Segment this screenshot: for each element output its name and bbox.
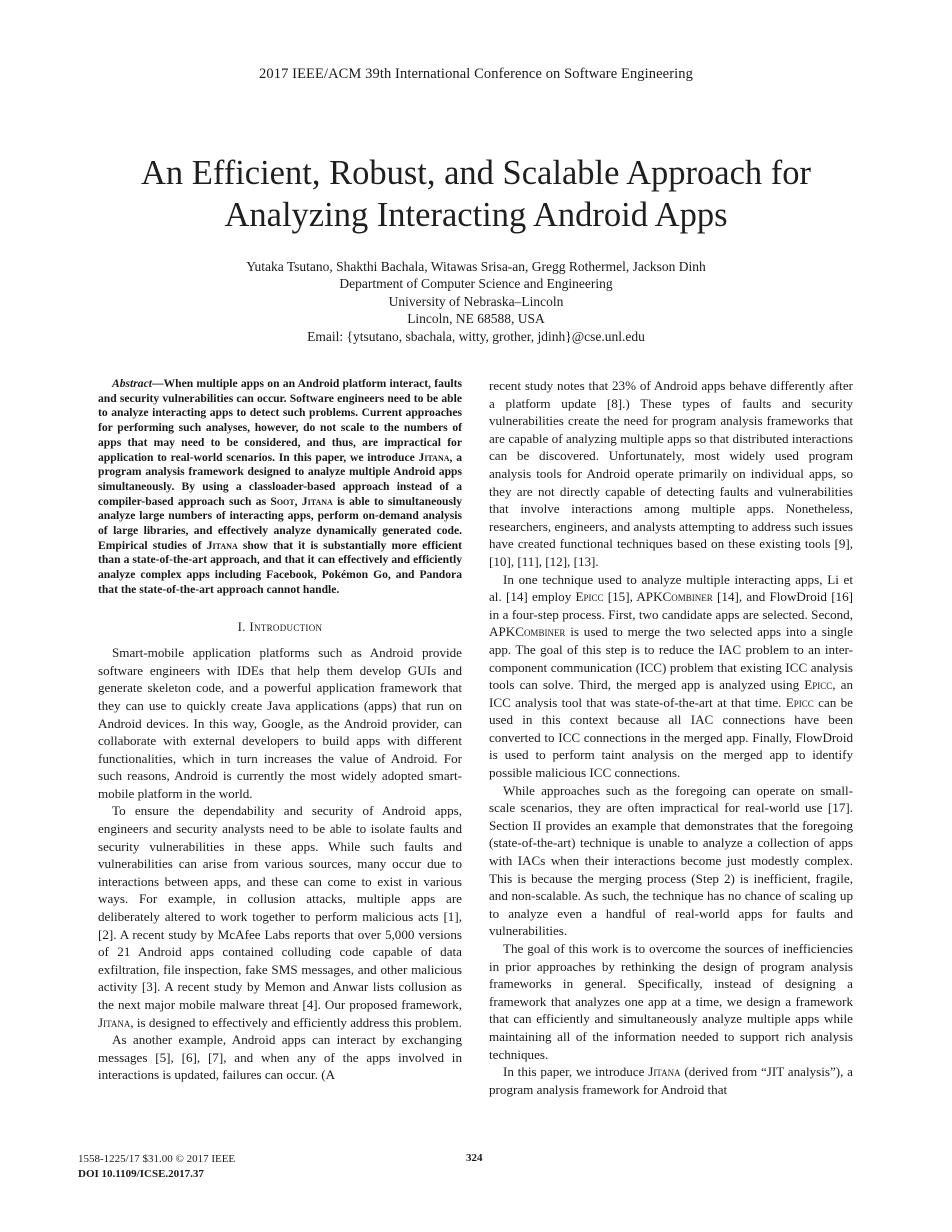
intro-paragraph-4: In one technique used to analyze multiple interacting apps, Li et al. [14] employ Epicc [15], APKCombiner [14], and FlowDroid [16] in a four-step process. First, two candidate apps are selected. Second, APKCombiner is used to merge the two selected apps into a single app. The goal of this step is to reduce the IAC problem to an inter-component communication (ICC) problem that existing ICC analysis tools can solve. Third, the merged app is analyzed using Epicc, an ICC analysis tool that was state-of-the-art at that time. Epicc can be used in this context because all IAC connections have been converted to ICC connections in the merged app. Finally, FlowDroid is used to perform taint analysis on the merged app to identify possible malicious ICC connections. xyxy=(489,571,854,781)
title-line-1: An Efficient, Robust, and Scalable Approach for xyxy=(140,154,812,192)
section-heading-introduction: I. Introduction xyxy=(237,618,323,634)
intro-paragraph-5: While approaches such as the foregoing can operate on small-scale scenarios, they are often impractical for real-world use [17]. Section II provides an example that demonstrates that the foregoing (state-of-the-art) technique is unable to analyze a collection of apps with IACs when their interactions become just modestly complex. This is because the merging process (Step 2) is inefficient, fragile, and non-scalable. As such, the technique has no chance of scaling up to analyze even a handful of real-world apps for faults and vulnerabilities. xyxy=(489,782,853,939)
author-email: Email: {ytsutano, sbachala, witty, grother, jdinh}@cse.unl.edu xyxy=(307,328,645,344)
intro-paragraph-2: To ensure the dependability and security of Android apps, engineers and security analysts need to be able to isolate faults and security vulnerabilities in these apps. While such faults and vulnerabilities can arise from various sources, many occur due to interactions between apps, and these can come to exist in various ways. For example, in collusion attacks, multiple apps are deliberately altered to work together to perform malicious acts [1], [2]. A recent study by McAfee Labs reports that over 5,000 versions of 21 Android apps contained colluding code capable of data exfiltration, file inspection, fake SMS messages, and other malicious activity [3]. A recent study by Memon and Anwar lists collusion as the next major mobile malware threat [4]. Our proposed framework, Jitana, is designed to effectively and efficiently address this problem. xyxy=(98,803,462,1030)
conference-header: 2017 IEEE/ACM 39th International Conference on Software Engineering xyxy=(259,66,693,82)
footer-copyright xyxy=(78,1152,235,1182)
intro-paragraph-1: Smart-mobile application platforms such as Android provide software engineers with IDEs that help them develop GUIs and generate skeleton code, and a powerful application framework that they can use to quickly create Java applications (apps) that run on Android devices. In this way, Google, as the Android provider, can collaborate with external developers to build apps with different functionalities, which in turn increases the value of Android. For such reasons, Android is currently the most widely adopted smart-mobile platform in the world. xyxy=(98,645,462,801)
author-block xyxy=(100,258,852,345)
right-column xyxy=(489,377,853,1098)
affiliation-department: Department of Computer Science and Engineering xyxy=(339,276,613,292)
affiliation-university: University of Nebraska–Lincoln xyxy=(388,293,564,309)
author-names: Yutaka Tsutano, Shakthi Bachala, Witawas Srisa-an, Gregg Rothermel, Jackson Dinh xyxy=(246,259,706,274)
footer-issn-price: 1558-1225/17 $31.00 © 2017 IEEE xyxy=(78,1153,236,1165)
intro-paragraph-3-continued: recent study notes that 23% of Android apps behave differently after a platform update [8].) These types of faults and security vulnerabilities create the need for program analysis frameworks that are capable of analyzing multiple apps so that distributed interactions can be discovered. Unfortunately, most widely used program analysis tools for Android operate primarily on individual apps, so they are not directly capable of detecting faults and vulnerabilities that involve interactions among multiple apps. Nonetheless, researchers, engineers, and analysts attempting to address such issues have created functional techniques based on these existing tools [9], [10], [11], [12], [13]. xyxy=(489,378,853,569)
intro-paragraph-7: In this paper, we introduce Jitana (derived from “JIT analysis”), a program analysis framework for Android that xyxy=(489,1064,853,1097)
left-column xyxy=(98,377,462,1084)
intro-paragraph-6: The goal of this work is to overcome the sources of inefficiencies in prior approaches by rethinking the design of program analysis frameworks in general. Specifically, instead of designing a framework that analyzes one app at a time, we design a framework that can efficiently and simultaneously analyze multiple apps while maintaining all of the information needed to support rich analysis techniques. xyxy=(489,941,853,1062)
abstract: Abstract—When multiple apps on an Android platform interact, faults and security vulnerabilities can occur. Software engineers need to be able to analyze interacting apps to detect such problems. Current approaches for performing such analyses, however, do not scale to the numbers of apps that may need to be considered, and thus, are impractical for application to real-world scenarios. In this paper, we introduce Jitana, a program analysis framework designed to analyze multiple Android apps simultaneously. By using a classloader-based approach instead of a compiler-based approach such as Soot, Jitana is able to simultaneously analyze large numbers of interacting apps, perform on-demand analysis of large libraries, and effectively analyze dynamically generated code. Empirical studies of Jitana show that it is substantially more efficient than a state-of-the-art approach, and that it can effectively and efficiently analyze complex apps including Facebook, Pokémon Go, and Pandora that the state-of-the-art approach cannot handle. xyxy=(98,377,462,596)
page-number: 324 xyxy=(466,1152,483,1164)
paper-title xyxy=(60,152,892,236)
intro-paragraph-3: As another example, Android apps can interact by exchanging messages [5], [6], [7], and when any of the apps involved in interactions is updated, failures can occur. (A xyxy=(98,1032,462,1083)
affiliation-location: Lincoln, NE 68588, USA xyxy=(407,311,545,327)
abstract-label: Abstract xyxy=(112,377,152,390)
footer-doi: DOI 10.1109/ICSE.2017.37 xyxy=(78,1168,204,1180)
title-line-2: Analyzing Interacting Android Apps xyxy=(224,196,728,234)
